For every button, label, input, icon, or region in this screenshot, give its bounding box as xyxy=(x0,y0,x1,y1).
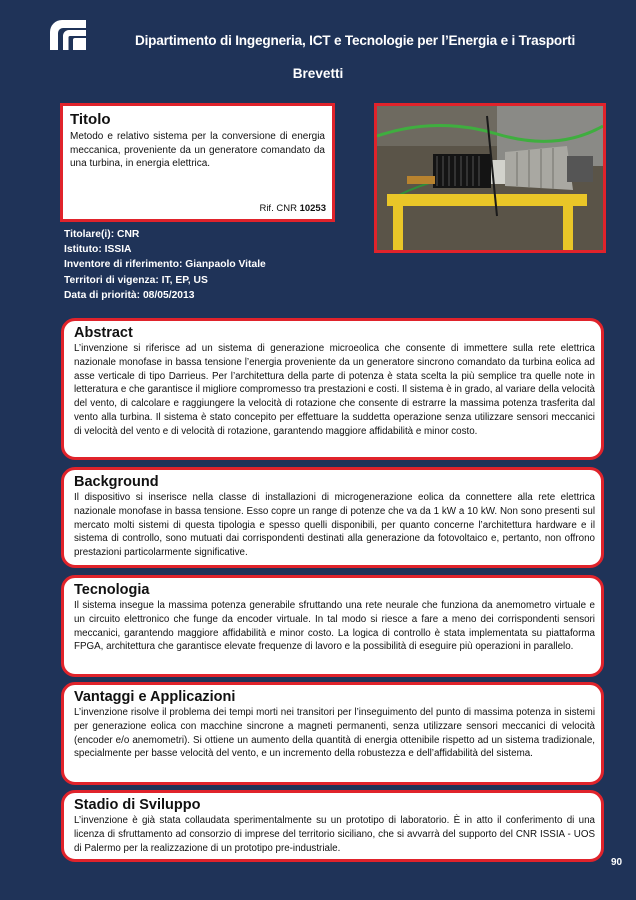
meta-titolare: Titolare(i): CNR xyxy=(64,229,140,240)
tecnologia-heading: Tecnologia xyxy=(74,582,150,598)
vantaggi-card xyxy=(61,682,604,785)
rif-number: 10253 xyxy=(299,203,326,214)
meta-inventore: Inventore di riferimento: Gianpaolo Vitale xyxy=(64,259,266,271)
tecnologia-text: Il sistema insegue la massima potenza generabile sfruttando una rete neurale che funziona da anemometro virtuale e un circuito elettronico che funge da encoder virtuale. In tal modo si riesce a fare a meno dei corrispondenti sensori meccanici, garantendo maggiore affidabilità e minor costo. La logica di controllo è stata implementata su piattaforma FPGA, architettura che garantisce elevate frequenze di lavoro e la possibilità di eseguire più operazioni in parallelo. xyxy=(74,600,595,653)
page-number: 90 xyxy=(611,857,623,868)
background-heading: Background xyxy=(74,474,159,490)
section-title: Brevetti xyxy=(292,66,344,81)
abstract-text: L’invenzione si riferisce ad un sistema di generazione microeolica che consente di immettere sulla rete elettrica nazionale monofase in bassa tensione l’energia proveniente da un generatore sincrono comandato da turbina eolica ad asse verticale di tipo Darrieus. Per l’architettura della parte di potenza è stata scelta la più semplice tra quelle note in letteratura e che garantisce il migliore compromesso tra prestazioni e costi. Il sistema è in grado, al variare della velocità del vento, di calcolare e raggiungere la velocità di rotazione che consente di estrarre la massima potenza trasferita dal vento alla turbina. Il sistema è stato concepito per effettuare la suddetta operazione senza utilizzare sensori meccanici di velocità del vento e di velocità di rotazione, garantendo maggiore affidabilità e minor costo. xyxy=(74,343,595,437)
prototype-photo-icon xyxy=(377,106,603,250)
titolo-text: Metodo e relativo sistema per la conversione di energia meccanica, proveniente da un generatore comandato da una turbina, in energia elettrica. xyxy=(70,131,325,170)
background-text: Il dispositivo si inserisce nella classe di installazioni di microgenerazione eolica da connettere alla rete elettrica nazionale monofase in bassa tensione. Esso copre un range di potenze che va da 1 kW a 10 kW. Non sono presenti sul mercato molti sistemi di questa tipologia e spesso quelli disponibili, per quanto concerne l’architettura hardware e il sistema di controllo, sono mutuati dai corrispondenti destinati alla generazione da fotovoltaico e, pertanto, non offrono prestazioni particolarmente significative. xyxy=(74,492,595,559)
rif-cnr xyxy=(259,203,326,214)
abstract-heading: Abstract xyxy=(74,325,133,341)
background-card xyxy=(61,467,604,568)
tecnologia-card xyxy=(61,575,604,677)
vantaggi-text: L’invenzione risolve il problema dei tempi morti nei transitori per l’inseguimento del punto di massima potenza in sistemi per generazione eolica con macchine sincrone a magneti permanenti, senza utilizzare sensori meccanici di velocità (encoder e/o anemometri). Si ottiene un aumento della quantità di energia ottenibile rispetto ad un sistema tradizionale, specialmente per basse velocità del vento, e un incremento della robustezza e dell’affidabilità del sistema. xyxy=(74,707,595,760)
stadio-heading: Stadio di Sviluppo xyxy=(74,797,201,813)
titolo-box xyxy=(60,103,335,222)
stadio-text: L’invenzione è già stata collaudata sperimentalmente su un prototipo di laboratorio. È in atto il conferimento di una licenza di sfruttamento ad consorzio di imprese del territorio siciliano, che si avvarrà del supporto del CNR ISSIA - UOS di Palermo per la realizzazione di un prototipo pre-industriale. xyxy=(74,815,595,854)
rif-prefix: Rif. CNR xyxy=(259,203,300,214)
stadio-card xyxy=(61,790,604,862)
meta-territori: Territori di vigenza: IT, EP, US xyxy=(64,274,208,286)
department-title: Dipartimento di Ingegneria, ICT e Tecnologie per l’Energia e i Trasporti xyxy=(134,33,576,48)
abstract-card xyxy=(61,318,604,460)
prototype-photo xyxy=(374,103,606,253)
vantaggi-heading: Vantaggi e Applicazioni xyxy=(74,689,236,705)
patent-metadata xyxy=(64,227,266,303)
cnr-logo-icon xyxy=(46,18,90,54)
titolo-heading: Titolo xyxy=(70,111,111,128)
meta-istituto: Istituto: ISSIA xyxy=(64,244,132,256)
meta-data-priorita: Data di priorità: 08/05/2013 xyxy=(64,289,195,301)
